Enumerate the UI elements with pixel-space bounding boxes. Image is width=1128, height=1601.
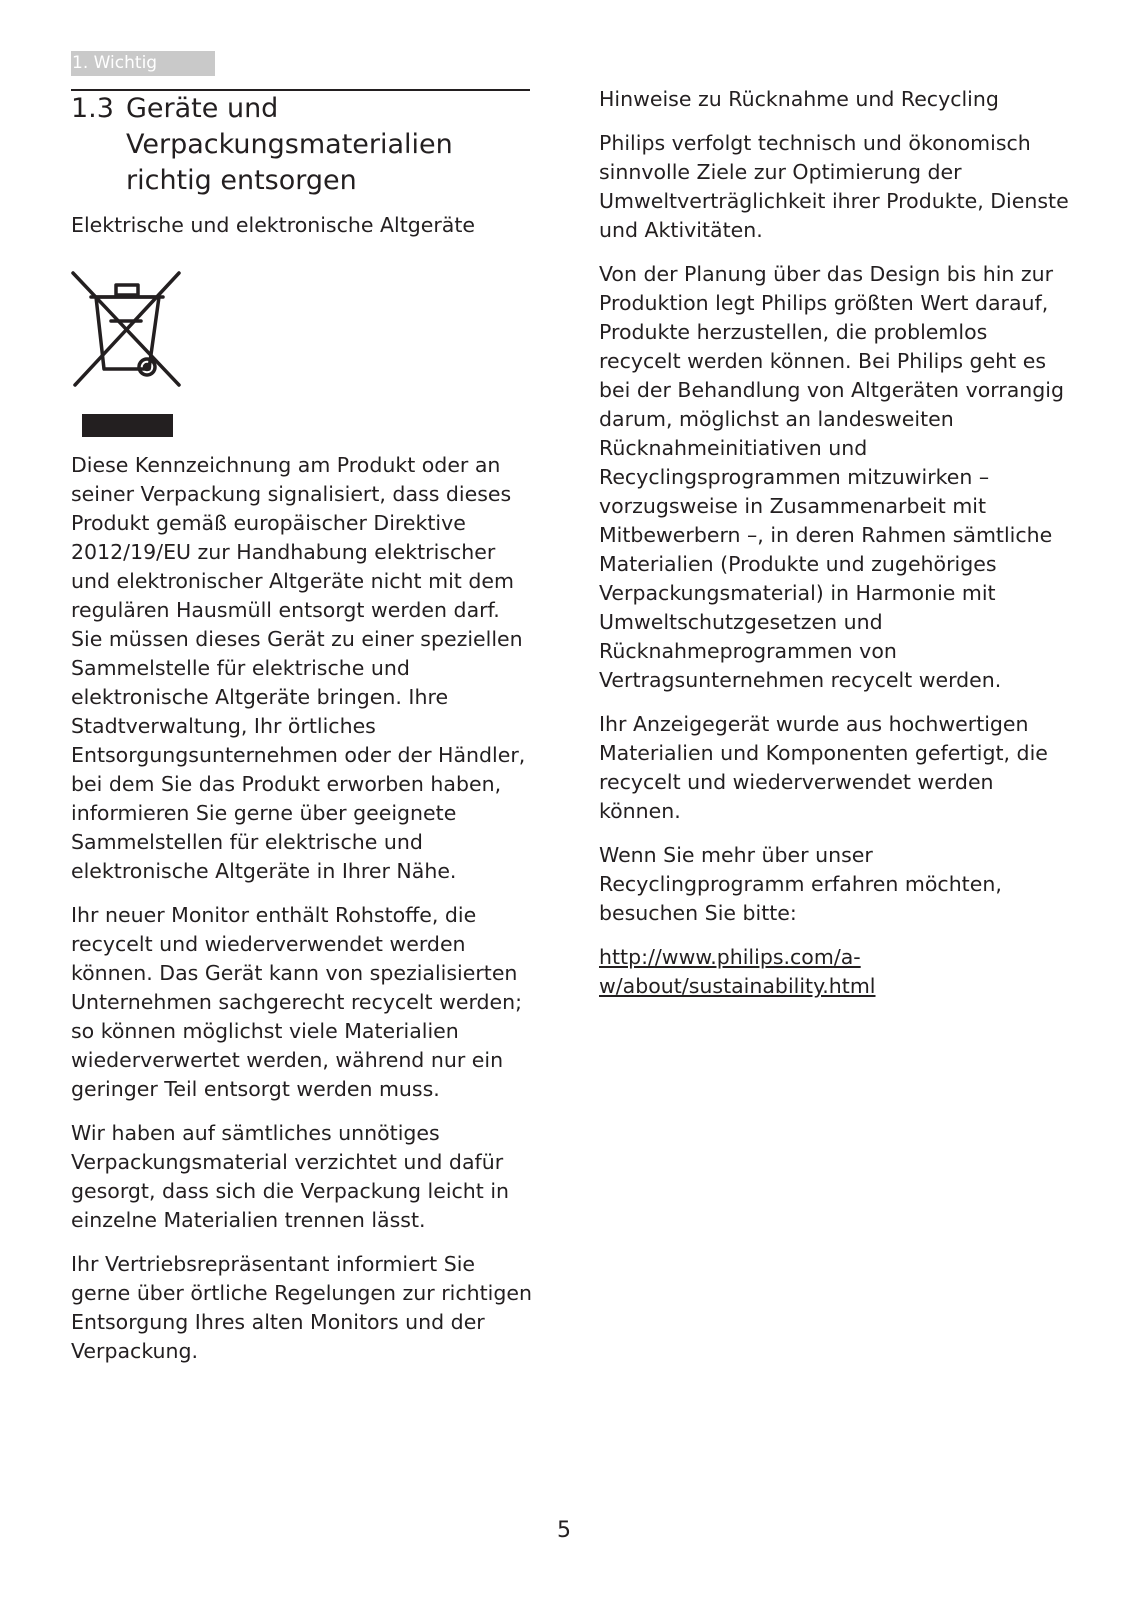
right-subheading: Hinweise zu Rücknahme und Recycling	[599, 87, 999, 111]
section-number: 1.3	[71, 93, 114, 124]
left-paragraph-1: Diese Kennzeichnung am Produkt oder an seiner Verpackung signalisiert, dass dieses Produkt gemäß europäischer Direktive 2012/19/EU zur Handhabung elektrischer und elektronischer Altgeräte nicht mit dem regulären Hausmüll entsorgt werden darf. Sie müssen dieses Gerät zu einer speziellen Sammelstelle für elektrische und elektronische Altgeräte bringen. Ihre Stadtverwaltung, Ihr örtliches Entsorgungsunternehmen oder der Händler, bei dem Sie das Produkt erworben haben, informieren Sie gerne über geeignete Sammelstellen für elektrische und elektronische Altgeräte in Ihrer Nähe.	[71, 453, 526, 883]
left-paragraph-2: Ihr neuer Monitor enthält Rohstoffe, die recycelt und wiederverwendet werden können. Das Gerät kann von spezialisierten Unternehmen sachgerecht recycelt werden; so können möglichst viele Materialien wiederverwertet werden, während nur ein geringer Teil entsorgt werden muss.	[71, 903, 523, 1101]
section-heading	[71, 91, 531, 199]
right-paragraph-3: Ihr Anzeigegerät wurde aus hochwertigen Materialien und Komponenten gefertigt, die recycelt und wiederverwendet werden können.	[599, 712, 1048, 823]
weee-date-bar	[82, 414, 173, 437]
right-paragraph-1: Philips verfolgt technisch und ökonomisch sinnvolle Ziele zur Optimierung der Umweltverträglichkeit ihrer Produkte, Dienste und Aktivitäten.	[599, 131, 1069, 242]
left-body	[71, 451, 533, 1381]
left-subheading-block	[71, 211, 533, 255]
chapter-tab: 1. Wichtig	[71, 51, 215, 76]
left-paragraph-3: Wir haben auf sämtliches unnötiges Verpackungsmaterial verzichtet und dafür gesorgt, dass sich die Verpackung leicht in einzelne Materialien trennen lässt.	[71, 1121, 510, 1232]
page-number: 5	[557, 1518, 571, 1543]
right-body	[599, 85, 1069, 1016]
crossed-out-wheelie-bin-icon	[71, 271, 183, 389]
recycling-link[interactable]: http://www.philips.com/a-w/about/sustainability.html	[599, 945, 876, 998]
left-paragraph-4: Ihr Vertriebsrepräsentant informiert Sie gerne über örtliche Regelungen zur richtigen Entsorgung Ihres alten Monitors und der Verpackung.	[71, 1252, 532, 1363]
recycling-link-block	[599, 943, 1069, 1001]
right-paragraph-4: Wenn Sie mehr über unser Recyclingprogramm erfahren möchten, besuchen Sie bitte:	[599, 843, 1002, 925]
section-title: Geräte und Verpackungsmaterialien richtig entsorgen	[126, 93, 453, 196]
right-paragraph-2: Von der Planung über das Design bis hin zur Produktion legt Philips größten Wert darauf, Produkte herzustellen, die problemlos recycelt werden können. Bei Philips geht es bei der Behandlung von Altgeräten vorrangig darum, möglichst an landesweiten Rücknahmeinitiativen und Recyclingsprogrammen mitzuwirken – vorzugsweise in Zusammenarbeit mit Mitbewerbern –, in deren Rahmen sämtliche Materialien (Produkte und zugehöriges Verpackungsmaterial) in Harmonie mit Umweltschutzgesetzen und Rücknahmeprogrammen von Vertragsunternehmen recycelt werden.	[599, 262, 1065, 692]
left-subheading: Elektrische und elektronische Altgeräte	[71, 213, 476, 237]
